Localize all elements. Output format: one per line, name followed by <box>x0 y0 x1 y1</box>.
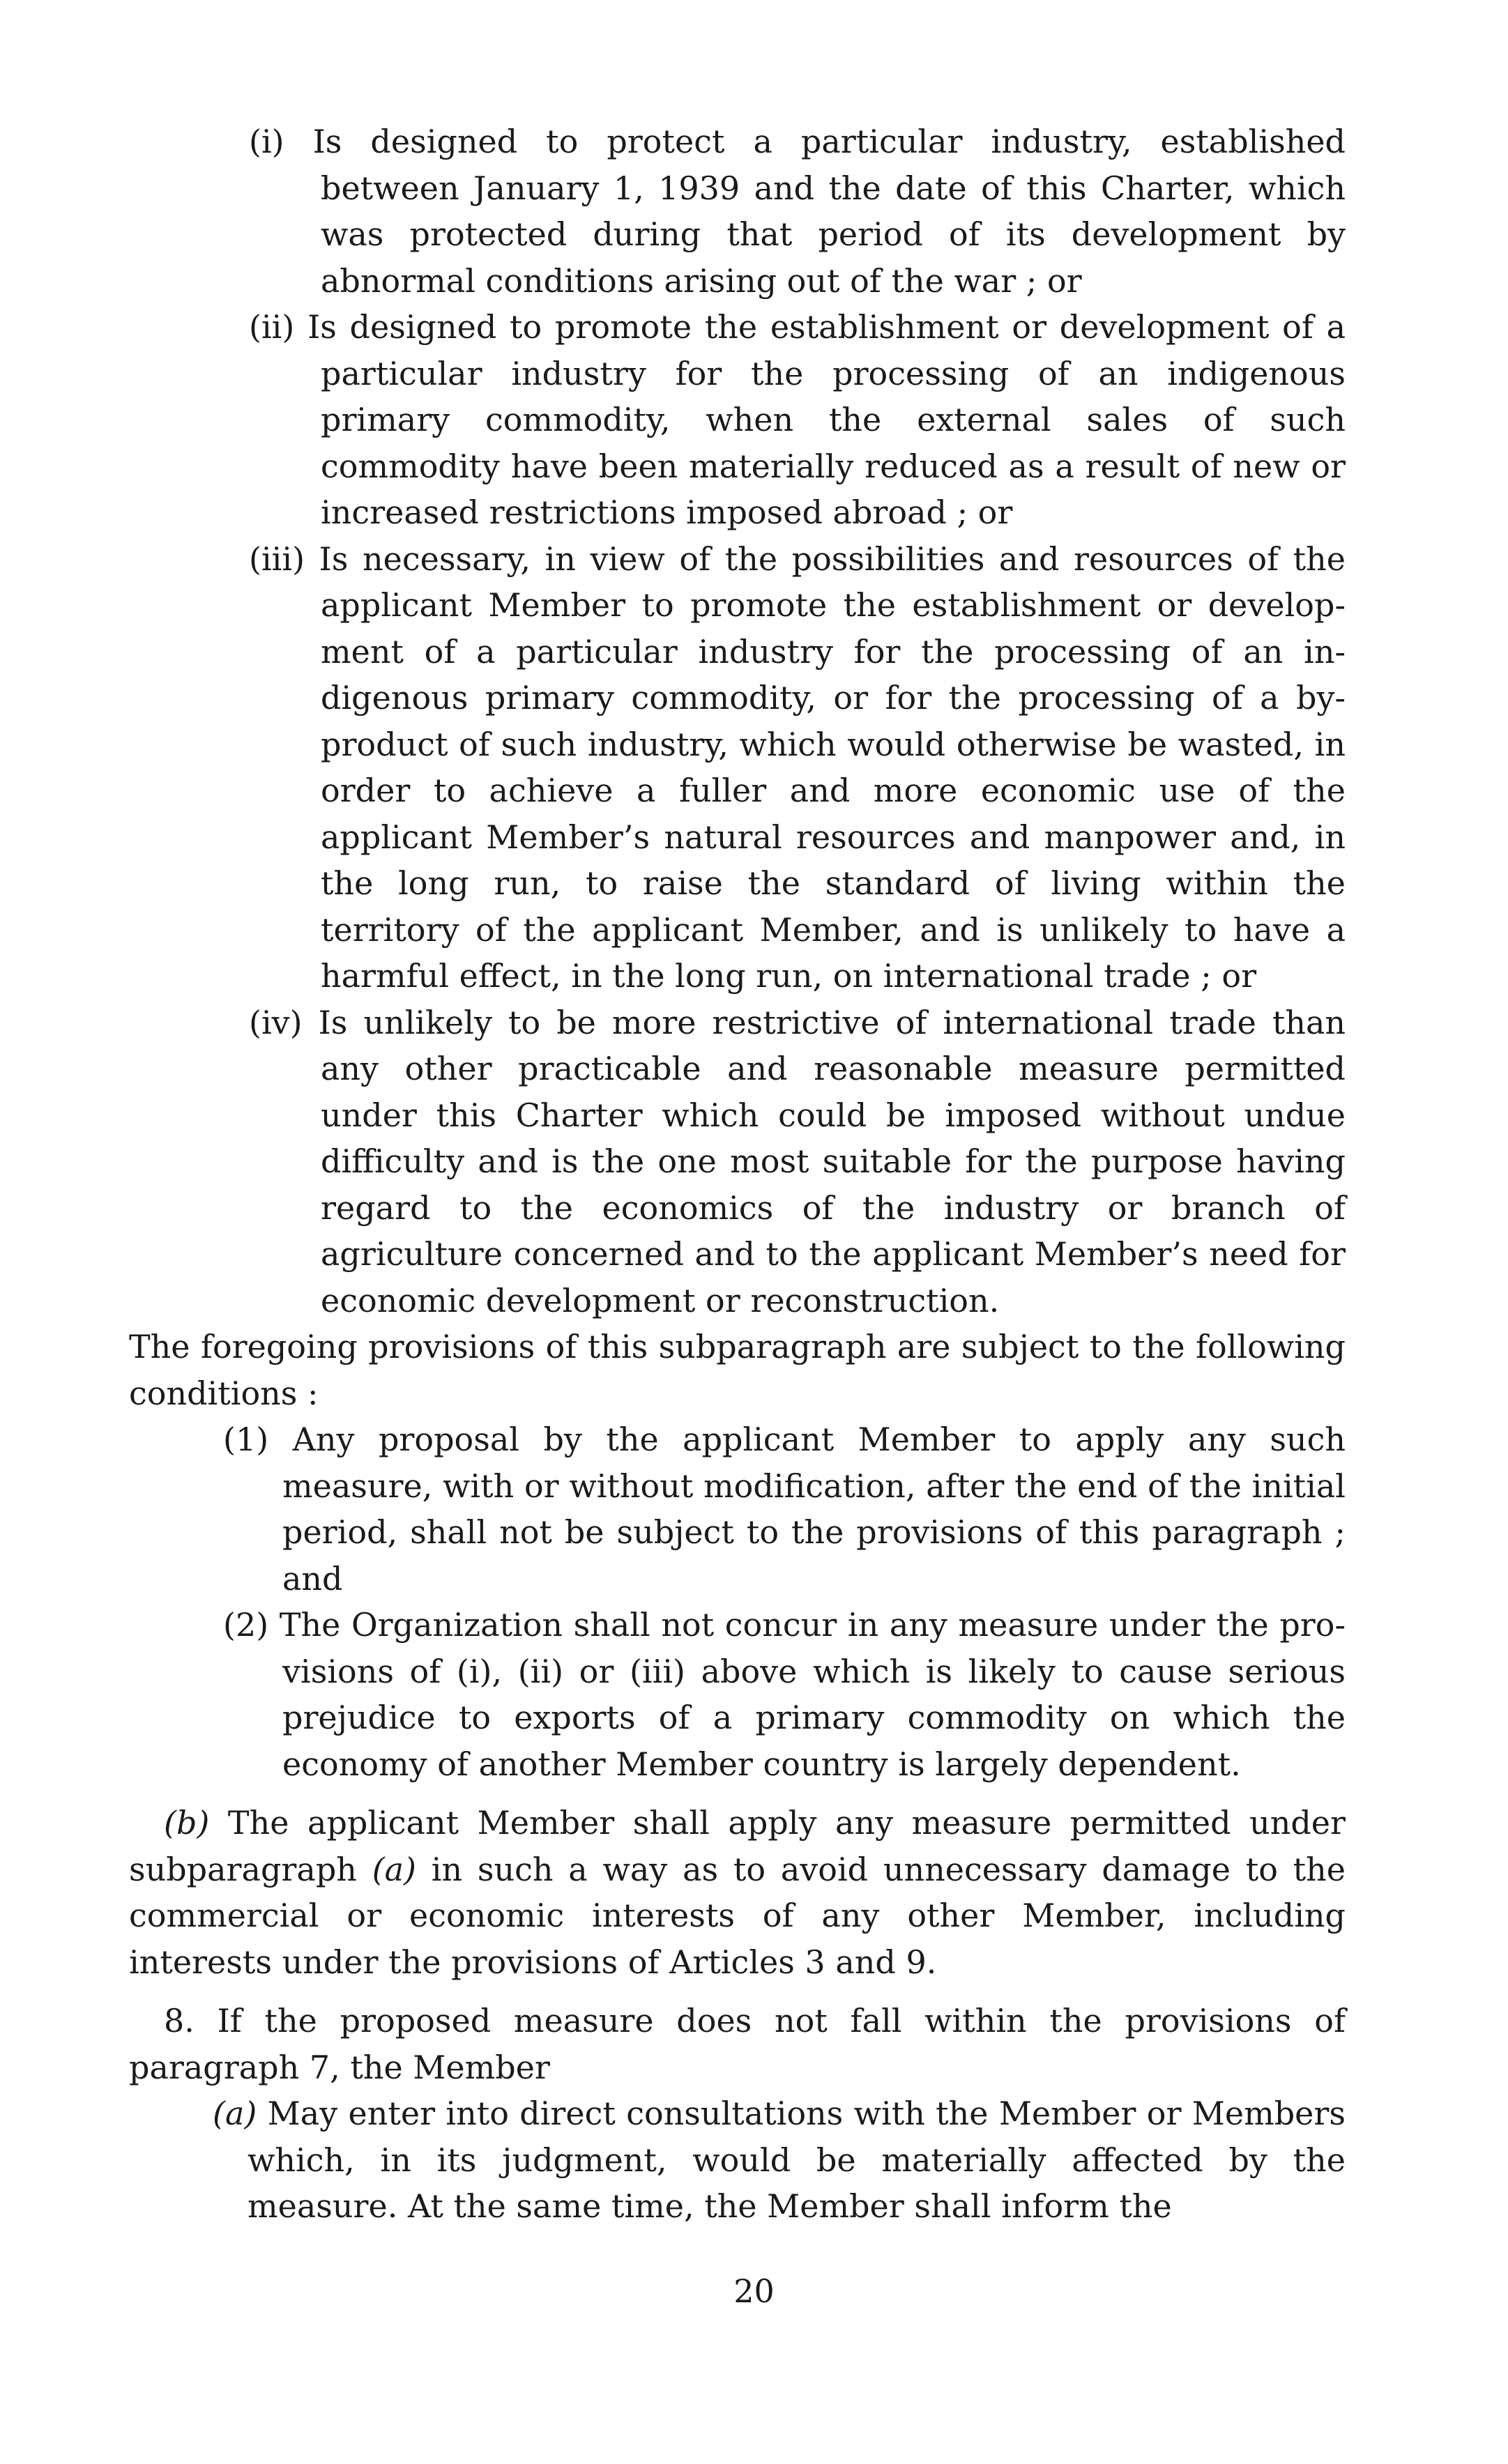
document-page <box>129 118 1346 2230</box>
subparagraph-b <box>129 1800 1346 1985</box>
item-text: Is necessary, in view of the possibilities and resources of the applicant Member to promote the establishment or development of a particular industry for the processing of an indigenous primary commodity, or for the processing of a by-product of such industry, which would otherwise be wasted, in order to achieve a fuller and more economic use of the applicant Member’s natural resources and manpower and, in the long run, to raise the standard of living within the territory of the applicant Member, and is unlikely to have a harmful effect, in the long run, on international trade ; or <box>319 540 1346 995</box>
list-item <box>129 304 1346 536</box>
subparagraph-b-text: The applicant Member shall apply any measure permitted under subparagraph <box>129 1804 1346 1888</box>
list-item <box>129 1000 1346 1324</box>
condition-text: Any proposal by the applicant Member to apply any such measure, with or without modification, after the end of the initial period, shall not be subject to the provisions of this paragraph ; and <box>282 1421 1346 1598</box>
condition-item <box>129 1416 1346 1602</box>
subparagraph-b-marker: (b) <box>164 1804 210 1842</box>
subparagraph-a-text: May enter into direct consultations with the Member or Members which, in its judgment, would be materially affected by the measure. At the same time, the Member shall inform the <box>247 2095 1346 2225</box>
subparagraph-b-text-after: in such a way as to avoid unnecessary damage to the commercial or economic interests of any other Member, including interests under the provisions of Articles 3 and 9. <box>129 1850 1346 1981</box>
condition-text: The Organization shall not concur in any measure under the provisions of (i), (ii) or (iii) above which is likely to cause serious prejudice to exports of a primary commodity on which the economy of another Member country is largely dependent. <box>279 1606 1346 1783</box>
paragraph-8: 8. If the proposed measure does not fall within the provisions of paragraph 7, the Member <box>129 2002 1346 2086</box>
subparagraph-a-marker: (a) <box>213 2095 257 2132</box>
item-marker: (iv) <box>249 1003 303 1041</box>
subparagraph-b-ref: (a) <box>372 1850 417 1888</box>
list-item <box>129 536 1346 1000</box>
condition-marker: (1) <box>223 1421 269 1458</box>
item-text: Is designed to promote the establishment or development of a particular industry for the processing of an indigenous primary commodity, when the external sales of such commodity have been materially reduced as a result of new or increased restrictions imposed abroad ; or <box>307 308 1346 531</box>
condition-item <box>129 1602 1346 1787</box>
item-marker: (iii) <box>249 540 305 578</box>
item-text: Is designed to protect a particular industry, established between January 1, 1939 and the date of this Charter, which was protected during that period of its development by abnormal conditions arising out of the war ; or <box>312 123 1346 300</box>
item-marker: (ii) <box>249 308 295 346</box>
item-text: Is unlikely to be more restrictive of international trade than any other practicable and reasonable measure permitted under this Charter which could be imposed without undue difficulty and is the one most suitable for the purpose having regard to the economics of the industry or branch of agriculture concerned and to the applicant Member’s need for economic development or reconstruction. <box>318 1003 1346 1319</box>
condition-marker: (2) <box>223 1606 269 1644</box>
item-marker: (i) <box>249 123 284 160</box>
foregoing-paragraph: The foregoing provisions of this subparagraph are subject to the following conditions : <box>129 1328 1346 1412</box>
subparagraph-a <box>129 2090 1346 2230</box>
page-number: 20 <box>733 2272 775 2310</box>
list-item <box>129 118 1346 304</box>
